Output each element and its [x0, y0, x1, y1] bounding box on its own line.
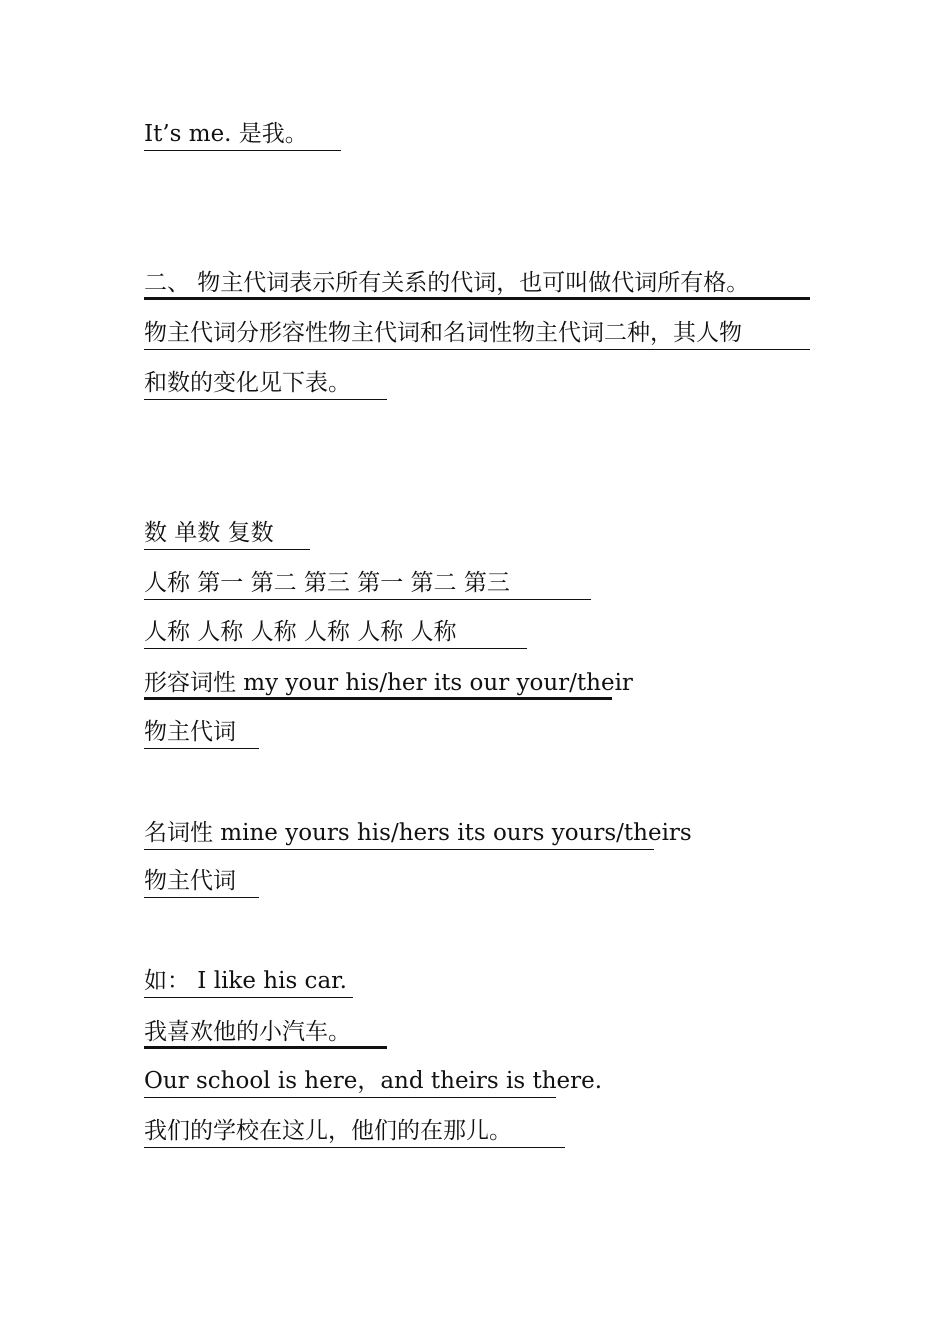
table-row-nominal: 名词性 mine yours his/hers its ours yours/theirs	[144, 816, 654, 850]
example-our-school-translation: 我们的学校在这儿，他们的在那儿。	[144, 1114, 565, 1148]
table-row-adjective: 形容词性 my your his/her its our your/their	[144, 666, 612, 700]
example-our-school: Our school is here，and theirs is there.	[144, 1064, 556, 1098]
table-row-number: 数 单数 复数	[144, 516, 310, 550]
table-row-nominal-label: 物主代词	[144, 864, 259, 898]
paragraph-line-2: 物主代词分形容性物主代词和名词性物主代词二种，其人物	[144, 316, 810, 350]
table-row-person: 人称 第一 第二 第三 第一 第二 第三	[144, 566, 591, 600]
example-like-car-translation: 我喜欢他的小汽车。	[144, 1015, 387, 1049]
table-row-person-suffix: 人称 人称 人称 人称 人称 人称	[144, 615, 527, 649]
example-its-me: It’s me. 是我。	[144, 117, 341, 151]
example-like-car: 如： I like his car.	[144, 964, 353, 998]
paragraph-line-3: 和数的变化见下表。	[144, 366, 387, 400]
section-two-heading: 二、 物主代词表示所有关系的代词，也可叫做代词所有格。	[144, 266, 810, 300]
table-row-adjective-label: 物主代词	[144, 715, 259, 749]
